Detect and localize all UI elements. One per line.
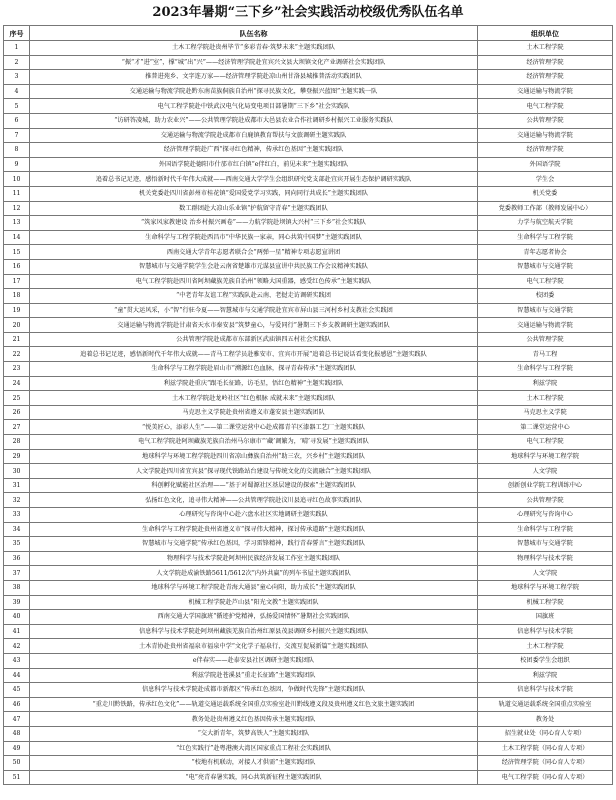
row-index: 50 (4, 756, 30, 771)
row-index: 41 (4, 624, 30, 639)
header-index: 序号 (4, 26, 30, 41)
row-organization: 青马工程 (478, 347, 613, 362)
row-index: 29 (4, 449, 30, 464)
row-organization: 力学与航空航天学院 (478, 216, 613, 231)
row-organization: 公共管理学院 (478, 332, 613, 347)
table-row (4, 128, 613, 143)
row-index: 42 (4, 639, 30, 654)
row-organization: 公共管理学院 (478, 113, 613, 128)
row-team-name: 土木青协赴贵州省福泉市福泉中学“文化学子福泉行，交流互促展新篇”主题实践团队 (30, 639, 478, 654)
table-row (4, 113, 613, 128)
header-row (4, 26, 613, 41)
row-index: 35 (4, 537, 30, 552)
row-organization: 电气工程学院 (478, 99, 613, 114)
row-team-name: 人文学院赴成渝铁路5611/5612次“内外共赢”的列车书屋主题实践团队 (30, 566, 478, 581)
table-body (4, 41, 613, 785)
row-index: 7 (4, 128, 30, 143)
row-team-name: 电气工程学院赴阿坝藏族羌族自治州马尔康市“‘藏’调繁为，‘晴’寻发展”主题实践团队 (30, 435, 478, 450)
row-team-name: 科创孵化赋能社区治理——“基于对蜀源社区基层建设的探索”主题实践团队 (30, 478, 478, 493)
row-organization: 智慧城市与交通学院 (478, 259, 613, 274)
row-index: 26 (4, 405, 30, 420)
row-team-name: 追着总书记足迹，感悟新时代千年伟大成就——西南交通大学学生会组织研究党支部赴宜宾开展生态保护调研实践队 (30, 172, 478, 187)
row-team-name: 推普进苑乡、文字连万家——经济管理学院赴凉山州甘洛县城推普活动实践团队 (30, 70, 478, 85)
row-index: 49 (4, 741, 30, 756)
row-index: 22 (4, 347, 30, 362)
row-team-name: “访研答凌城，助力农业兴”——公共管理学院赴成都市大邑县农业合作社调研乡村振兴工业服务实践队 (30, 113, 478, 128)
row-index: 21 (4, 332, 30, 347)
row-team-name: 心理研究与咨询中心赴六盘水社区实地调研主题实践队 (30, 508, 478, 523)
table-row (4, 697, 613, 712)
table-row (4, 435, 613, 450)
row-team-name: 地球科学与环境工程学院赴四川省凉山彝族自治州“助三农，兴乡村”主题实践团队 (30, 449, 478, 464)
table-row (4, 595, 613, 610)
table-row (4, 493, 613, 508)
row-index: 27 (4, 420, 30, 435)
row-index: 37 (4, 566, 30, 581)
table-row (4, 55, 613, 70)
row-team-name: 土木工程学院赴龙岭社区“红色根脉 成就未来”主题实践团队 (30, 391, 478, 406)
table-row (4, 303, 613, 318)
row-team-name: “筑家风家教建设 治乡村振兴画卷”——力航学院赴坝镇大兴村“三下乡”社会实践队 (30, 216, 478, 231)
row-team-name: “校地有机联动，对接人才供需”主题实践团队 (30, 756, 478, 771)
table-row (4, 99, 613, 114)
row-team-name: 机械工程学院赴芦山县“阳光文教”主题实践团队 (30, 595, 478, 610)
row-index: 46 (4, 697, 30, 712)
row-organization: 交通运输与物流学院 (478, 128, 613, 143)
row-organization: 生命科学与工程学院 (478, 522, 613, 537)
table-row (4, 551, 613, 566)
header-organization: 组织单位 (478, 26, 613, 41)
row-team-name: 信息科学与技术学院赴成都市新都区“传承红色基因，争做时代先锋”主题实践团队 (30, 683, 478, 698)
row-team-name: 利兹学院赴苍溪县“重走长征路”主题实践团队 (30, 668, 478, 683)
row-organization: 生命科学与工程学院 (478, 230, 613, 245)
row-index: 12 (4, 201, 30, 216)
row-index: 31 (4, 478, 30, 493)
row-team-name: 生命科学与工程学院赴眉山市“溯源红色血脉，探寻青春传承”主题实践团队 (30, 362, 478, 377)
row-index: 10 (4, 172, 30, 187)
table-row (4, 376, 613, 391)
row-team-name: “交大新青年，筑梦高铁人”主题实践团队 (30, 726, 478, 741)
table-row (4, 201, 613, 216)
row-team-name: 经济管理学院赴广西“探寻红色精神，传承红色基因”主题实践团队 (30, 143, 478, 158)
row-organization: 机械工程学院 (478, 595, 613, 610)
table-row (4, 610, 613, 625)
row-team-name: 西南交通大学国旗班“循迹护党精神，弘扬爱国情怀”暑期社会实践团队 (30, 610, 478, 625)
row-organization: 创新创业学院工程训练中心 (478, 478, 613, 493)
row-organization: 土木工程学院 (478, 639, 613, 654)
row-organization: 土木工程学院（同心育人专项） (478, 741, 613, 756)
row-index: 1 (4, 41, 30, 56)
table-row (4, 580, 613, 595)
row-organization: 利兹学院 (478, 668, 613, 683)
row-organization: 物理科学与技术学院 (478, 551, 613, 566)
row-organization: 生命科学与工程学院 (478, 362, 613, 377)
row-index: 38 (4, 580, 30, 595)
table-row (4, 216, 613, 231)
row-index: 23 (4, 362, 30, 377)
table-row (4, 318, 613, 333)
table-row (4, 84, 613, 99)
row-index: 45 (4, 683, 30, 698)
table-row (4, 347, 613, 362)
row-team-name: 生命科学与工程学院赴西昌市“中华民族一家亲，同心共筑中国梦”主题实践团队 (30, 230, 478, 245)
row-organization: 人文学院 (478, 566, 613, 581)
row-team-name: 电气工程学院赴中铁武汉电气化局变电项目部暑期“三下乡”社会实践队 (30, 99, 478, 114)
document-title: 2023年暑期“三下乡”社会实践活动校级优秀队伍名单 (152, 5, 464, 20)
table-row (4, 274, 613, 289)
row-team-name: “重走川黔铁路，传承红色文化”——轨道交通运载系统全国重点实验室赴川黔线遵义段及贵州遵义红色文旅主题实践团 (30, 697, 478, 712)
row-team-name: 西南交通大学青年志愿者联合会“两弹一星”精神专项志愿宣讲团 (30, 245, 478, 260)
row-team-name: 人文学院赴四川省宜宾县“探寻现代铁路站台建设与传统文化的交流融合”主题实践团队 (30, 464, 478, 479)
row-team-name: 智慧城市与交通学院学生会赴云南省楚雄市元谋县宣讲中共民族工作会议精神实践队 (30, 259, 478, 274)
table-row (4, 741, 613, 756)
row-organization: 国旗班 (478, 610, 613, 625)
row-index: 19 (4, 303, 30, 318)
row-index: 44 (4, 668, 30, 683)
row-team-name: 物理科学与技术学院赴阿坝州民族经济发展工作室主题实践团队 (30, 551, 478, 566)
row-index: 5 (4, 99, 30, 114)
row-organization: 交通运输与物流学院 (478, 84, 613, 99)
table-row (4, 726, 613, 741)
row-team-name: 弘扬红色文化，追寻伟大精神——公共管理学院赴汶川县追寻红色故事实践团队 (30, 493, 478, 508)
row-organization: 人文学院 (478, 464, 613, 479)
row-team-name: 机关党委赴四川省彭州市桂花镇“爱国爱党学习实践，同向同行共成长”主题实践团队 (30, 186, 478, 201)
table-header (4, 26, 613, 41)
row-organization: 地球科学与环境工程学院 (478, 580, 613, 595)
row-index: 15 (4, 245, 30, 260)
row-organization: 马克思主义学院 (478, 405, 613, 420)
row-team-name: 外国语学院赴德阳市什邡市红白镇“e伴红白，前见未来”主题实践团队 (30, 157, 478, 172)
row-organization: 校团委 (478, 289, 613, 304)
row-index: 25 (4, 391, 30, 406)
row-team-name: “悦美匠心，添彩人生”——第二课堂运营中心赴成都青羊区漆器工艺厂主题实践队 (30, 420, 478, 435)
row-organization: 经济管理学院（同心育人专项） (478, 756, 613, 771)
table-row (4, 683, 613, 698)
row-team-name: 交通运输与物流学院赴甘肃省天水市秦安县“筑梦童心，与爱同行”暑期三下乡支教调研主题实践团队 (30, 318, 478, 333)
row-index: 11 (4, 186, 30, 201)
row-team-name: 交通运输与物流学院赴黔东南苗族侗族自治州“探寻民族文化，攀登振兴蓝图”主题实践一队 (30, 84, 478, 99)
table-row (4, 289, 613, 304)
row-index: 8 (4, 143, 30, 158)
row-index: 32 (4, 493, 30, 508)
row-team-name: 生命科学与工程学院赴贵州省遵义市“探寻伟大精神，探讨传承道路”主题实践团队 (30, 522, 478, 537)
row-team-name: “红色实践行”赴粤港澳大湾区国家重点工程社会实践团队 (30, 741, 478, 756)
row-index: 48 (4, 726, 30, 741)
row-organization: 经济管理学院 (478, 55, 613, 70)
row-index: 13 (4, 216, 30, 231)
row-team-name: 智慧城市与交通学院“传承红色基因，学习雷锋精神，践行青春誓言”主题实践团队 (30, 537, 478, 552)
row-organization: 电气工程学院 (478, 274, 613, 289)
table-row (4, 230, 613, 245)
table-row (4, 508, 613, 523)
row-organization: 第二课堂运营中心 (478, 420, 613, 435)
row-index: 43 (4, 653, 30, 668)
row-index: 47 (4, 712, 30, 727)
row-team-name: 电气工程学院赴四川省阿坝藏族羌族自治州“领略大国重器，感受红色传承”主题实践队 (30, 274, 478, 289)
table-row (4, 639, 613, 654)
table-row (4, 624, 613, 639)
table-row (4, 405, 613, 420)
row-team-name: “童”贯大运风采，小“智”行驻今夏——智慧城市与交通学院赴宜宾市屏山县三河村乡村支教社会实践团 (30, 303, 478, 318)
row-team-name: 利兹学院赴重庆“跟毛长征路，访毛星，悟红色精神”主题实践团队 (30, 376, 478, 391)
row-team-name: “振“才”进“室”，撑“城”出“兴”——经济管理学院赴宜宾兴文县大坝镇文化产业调研社会实践团队 (30, 55, 478, 70)
table-row (4, 391, 613, 406)
row-index: 24 (4, 376, 30, 391)
row-organization: 利兹学院 (478, 376, 613, 391)
table-row (4, 70, 613, 85)
table-row (4, 186, 613, 201)
table-row (4, 464, 613, 479)
row-index: 17 (4, 274, 30, 289)
row-organization: 电气工程学院（同心育人专项） (478, 770, 613, 785)
row-organization: 机关党委 (478, 186, 613, 201)
row-index: 20 (4, 318, 30, 333)
row-index: 14 (4, 230, 30, 245)
row-index: 9 (4, 157, 30, 172)
row-team-name: “中老青年友谊工程”实践队赴云南、老挝走访调研实践团 (30, 289, 478, 304)
table-row (4, 537, 613, 552)
table-row (4, 362, 613, 377)
row-organization: 电气工程学院 (478, 435, 613, 450)
row-index: 51 (4, 770, 30, 785)
table-row (4, 478, 613, 493)
team-list-table (3, 25, 613, 785)
row-organization: 校团委学生会组织 (478, 653, 613, 668)
table-row (4, 449, 613, 464)
table-row (4, 566, 613, 581)
header-team-name: 队伍名称 (30, 26, 478, 41)
row-index: 3 (4, 70, 30, 85)
row-organization: 智慧城市与交通学院 (478, 303, 613, 318)
row-index: 2 (4, 55, 30, 70)
table-row (4, 172, 613, 187)
row-index: 36 (4, 551, 30, 566)
table-row (4, 143, 613, 158)
table-row (4, 756, 613, 771)
row-organization: 土木工程学院 (478, 41, 613, 56)
row-organization: 招生就业处（同心育人专项） (478, 726, 613, 741)
row-team-name: 公共管理学院赴成都市东部新区武庙镇四五村社会实践队 (30, 332, 478, 347)
row-team-name: 数工群团赴大凉山乐业镇“护航留守青春”主题实践团队 (30, 201, 478, 216)
row-organization: 信息科学与技术学院 (478, 683, 613, 698)
table-row (4, 420, 613, 435)
row-team-name: 追着总书记足迹，感悟新时代千年伟大成就——青马工程学员赴雅安市、宜宾市开展“追着总书记说话看变化报感恩”主题实践队 (30, 347, 478, 362)
table-row (4, 332, 613, 347)
row-index: 4 (4, 84, 30, 99)
row-team-name: 土木工程学院赴贵州毕节“多彩青春·筑梦未来”主题实践团队 (30, 41, 478, 56)
row-organization: 轨道交通运载系统全国重点实验室 (478, 697, 613, 712)
row-organization: 外国语学院 (478, 157, 613, 172)
row-team-name: 马克思主义学院赴贵州省遵义市蓬安县主题实践团队 (30, 405, 478, 420)
row-organization: 学生会 (478, 172, 613, 187)
row-team-name: 交通运输与物流学院赴成都市白鹿镇教育帮扶与文旅调研主题实践队 (30, 128, 478, 143)
row-index: 33 (4, 508, 30, 523)
row-index: 40 (4, 610, 30, 625)
row-team-name: e伴春实——赴泰安县社区调研主题实践团队 (30, 653, 478, 668)
row-organization: 经济管理学院 (478, 70, 613, 85)
table-row (4, 712, 613, 727)
row-organization: 智慧城市与交通学院 (478, 537, 613, 552)
row-organization: 地球科学与环境工程学院 (478, 449, 613, 464)
table-row (4, 157, 613, 172)
row-team-name: 地球科学与环境工程学院赴青海大通县“童心向阳，助力成长”主题实践团队 (30, 580, 478, 595)
table-row (4, 522, 613, 537)
table-row (4, 41, 613, 56)
table-row (4, 770, 613, 785)
table-row (4, 668, 613, 683)
row-team-name: “电”亮青春暑实践，同心共筑新征程主题实践团队 (30, 770, 478, 785)
row-index: 30 (4, 464, 30, 479)
table-row (4, 245, 613, 260)
table-row (4, 653, 613, 668)
row-organization: 公共管理学院 (478, 493, 613, 508)
row-index: 39 (4, 595, 30, 610)
row-organization: 土木工程学院 (478, 391, 613, 406)
row-organization: 青年志愿者协会 (478, 245, 613, 260)
row-index: 28 (4, 435, 30, 450)
row-index: 18 (4, 289, 30, 304)
row-team-name: 信息科学与技术学院赴阿坝州藏族羌族自治州红原县茂县调研乡村振兴主题实践团队 (30, 624, 478, 639)
row-index: 6 (4, 113, 30, 128)
row-index: 16 (4, 259, 30, 274)
row-team-name: 教务处赴贵州遵义红色基因传承主题实践团队 (30, 712, 478, 727)
row-index: 34 (4, 522, 30, 537)
row-organization: 心理研究与咨询中心 (478, 508, 613, 523)
row-organization: 党委教师工作部（教师发展中心） (478, 201, 613, 216)
row-organization: 教务处 (478, 712, 613, 727)
row-organization: 经济管理学院 (478, 143, 613, 158)
table-row (4, 259, 613, 274)
row-organization: 信息科学与技术学院 (478, 624, 613, 639)
row-organization: 交通运输与物流学院 (478, 318, 613, 333)
